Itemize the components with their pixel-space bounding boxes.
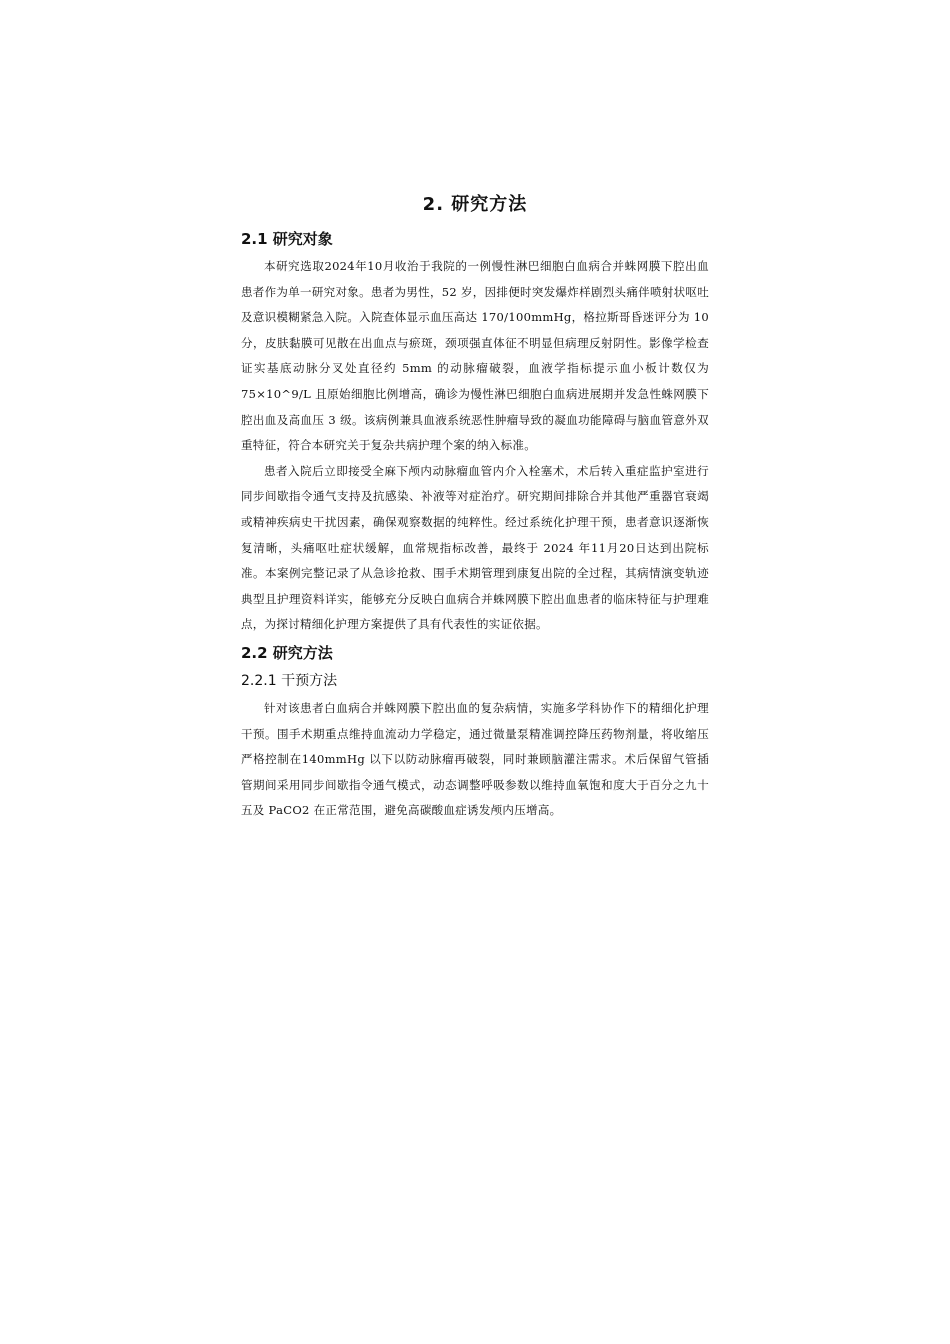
subsubsection-heading-intervention: 2.2.1 干预方法 (241, 672, 338, 689)
subsection-heading-study-subject: 2.1 研究对象 (241, 230, 333, 248)
section-title: 2. 研究方法 (422, 194, 528, 215)
subsection-heading-study-method: 2.2 研究方法 (241, 643, 333, 662)
paragraph: 针对该患者白血病合并蛛网膜下腔出血的复杂病情，实施多学科协作下的精细化护理干预。围手术期重点维持血流动力学稳定，通过微量泵精准调控降压药物剂量，将收缩压严格控制在140mmHg 以下以防动脉瘤再破裂，同时兼顾脑灌注需求。术后保留气管插管期间采用同步间歇指令通气模式，动态调整呼吸参数以维持血氧饱和度大于百分之九十五及 PaCO2 在正常范围，避免高碳酸血症诱发颅内压增高。 (241, 700, 709, 818)
paragraph: 本研究选取2024年10月收治于我院的一例慢性淋巴细胞白血病合并蛛网膜下腔出血患者作为单一研究对象。患者为男性，52 岁，因排便时突发爆炸样剧烈头痛伴喷射状呕吐及意识模糊紧急入院。入院查体显示血压高达 170/100mmHg，格拉斯哥昏迷评分为 10 分，皮肤黏膜可见散在出血点与瘀斑，颈项强直体征不明显但病理反射阴性。影像学检查证实基底动脉分叉处直径约 5mm 的动脉瘤破裂，血液学指标提示血小板计数仅为 75×10^9/L 且原始细胞比例增高，确诊为慢性淋巴细胞白血病进展期并发急性蛛网膜下腔出血及高血压 3 级。该病例兼具血液系统恶性肿瘤导致的凝血功能障碍与脑血管意外双重特征，符合本研究关于复杂共病护理个案的纳入标准。 (241, 259, 709, 453)
page-content (241, 190, 709, 824)
paragraph: 患者入院后立即接受全麻下颅内动脉瘤血管内介入栓塞术，术后转入重症监护室进行同步间歇指令通气支持及抗感染、补液等对症治疗。研究期间排除合并其他严重器官衰竭或精神疾病史干扰因素，确保观察数据的纯粹性。经过系统化护理干预，患者意识逐渐恢复清晰，头痛呕吐症状缓解，血常规指标改善，最终于 2024 年11月20日达到出院标准。本案例完整记录了从急诊抢救、围手术期管理到康复出院的全过程，其病情演变轨迹典型且护理资料详实，能够充分反映白血病合并蛛网膜下腔出血患者的临床特征与护理难点，为探讨精细化护理方案提供了具有代表性的实证依据。 (241, 463, 709, 632)
